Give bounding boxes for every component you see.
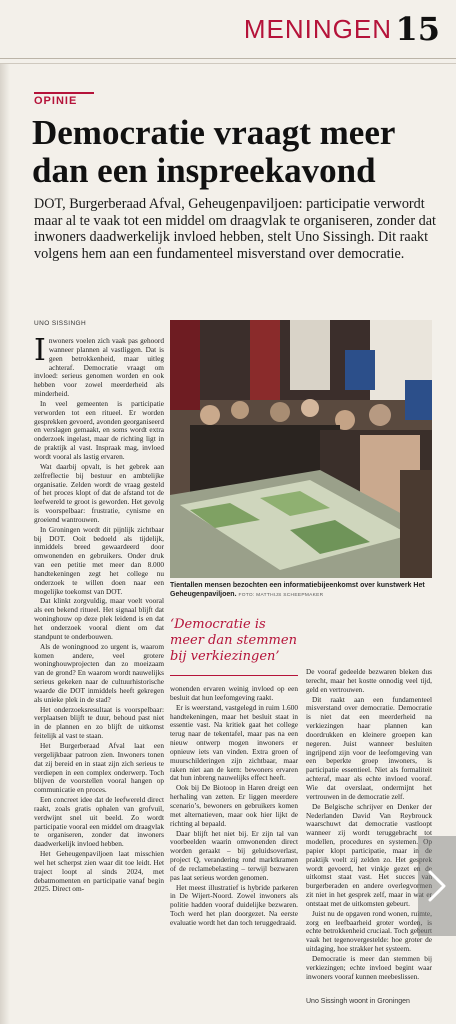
article-paragraph: Als de woningnood zo urgent is, waarom komen andere, veel grotere woninghouwprojecten dan zo moeizaam van de grond? En waarom wordt nauwelijks serieus gekeken naar de cultuurhistorische waarde die DOT inmiddels heeft gekregen als unieke plek in de stad?	[34, 641, 164, 704]
article-column-3	[306, 668, 432, 983]
article-author: UNO SISSINGH	[34, 320, 87, 327]
article-headline: Democratie vraagt meer dan een inspreekavond	[32, 113, 395, 190]
article-paragraph	[34, 333, 164, 399]
article-paragraph: Democratie is meer dan stemmen bij verkiezingen; echte invloed begint waar inwoners vooraf kunnen meebeslissen.	[306, 954, 432, 981]
caption-text: Tientallen mensen bezochten een informatiebijeenkomst over kunstwerk Het Geheugenpaviljoen.	[170, 582, 425, 598]
article-paragraph: De Belgische schrijver en Denker der Nederlanden David Van Reybrouck waarschuwt dat democratie vastloopt wanneer zij wordt teruggebracht tot modellen, procedures en systemen. Op papier klopt participatie, maar in de praktijk voelt zij zelden zo. Het gesprek wordt gevoerd, het vinkje gezet en de uitkomst staat vast. Het succes van burgerberaden en andere overlegvormen zit niet in het gesprek zelf, maar in wat er ontstaat met de uitkomsten gebeurt.	[306, 801, 432, 908]
article-paragraph: Het Geheugenpaviljoen laat misschien wel het scherpst zien waar dit toe leidt. Het traject loopt al sinds 2024, met debatmomenten en participatie vanaf begin 2025. Direct om-	[34, 849, 164, 894]
article-paragraph: Wat daarbij opvalt, is het gebrek aan zelfreflectie bij bestuur en ambtelijke organisatie. Zelden wordt de vraag gesteld of het proces klopt of dat de afstand tot de leefwereld te groot is geworden. Het gevolg is voorspelbaar: frustratie, cynisme en groeiend wantrouwen.	[34, 461, 164, 524]
page-number: 15	[395, 10, 440, 48]
article-paragraph: Ook bij De Biotoop in Haren dreigt een herhaling van zetten. Er liggen meerdere scenario’s, bewoners en gebruikers komen met alternatieven, maar ook hier lijkt de richting al bepaald.	[170, 783, 298, 828]
article-paragraph: In Groningen wordt dit pijnlijk zichtbaar bij DOT. Ooit bedoeld als tijdelijk, inmiddels breed gewaardeerd door omwonenden en gebruikers. Onder druk van een petitie met meer dan 8.000 handtekeningen zegt het college nu onderzoek te willen doen naar een mogelijke toekomst van DOT.	[34, 524, 164, 596]
article-paragraph-body: nwoners voelen zich vaak pas gehoord wanneer plannen al vastliggen. Dat is geen betrokkenheid, maar uitleg achteraf. Democratie vraagt om invloed: serieus genomen worden en ook hebben voor zowel meerderheid als minderheid.	[34, 336, 164, 399]
next-page-button[interactable]	[418, 836, 456, 936]
photo-credit: FOTO: MATTHIJS SCHEEPMAKER	[238, 593, 324, 598]
drop-cap: I	[34, 333, 46, 368]
article-paragraph: Er is weerstand, vastgelegd in ruim 1.600 handtekeningen, maar het besluit staat in essentie vast. Na kritiek gaat het college terug naar de tekentafel, maar pas na een nieuw ontwerp mogen inwoners er opnieuw iets van vinden. Extra groen of muurschilderingen zijn zichtbaar, maar raken niet aan de kern: bewoners ervaren dat hun inbreng nauwelijks effect heeft.	[170, 702, 298, 783]
article-paragraph: Dit raakt aan een fundamenteel misverstand over democratie. Democratie is niet dat een meerderheid na verkiezingen haar plannen kan doordrukken en kleinere groepen kan negeren. Juist wanneer besluiten ingrijpend zijn voor de leefomgeving van een beperkte groep inwoners, is participatie essentieel. Niet als formaliteit achteraf, maar als echte invloed vooraf. Wie dat overslaat, ondermijnt het vertrouwen in de democratie zelf.	[306, 694, 432, 801]
article-paragraph: De vooraf gedeelde bezwaren bleken dus terecht, maar het kostte onnodig veel tijd, geld en vertrouwen.	[306, 667, 432, 694]
article-paragraph: Daar blijft het niet bij. Er zijn tal van voorbeelden waarin omwonenden direct worden geraakt – bij geluidsoverlast, project Q, verandering rond marktkramen of de reclamebelasting – terwijl bezwaren pas laat serieus worden genomen.	[170, 828, 298, 882]
article-photo	[170, 320, 432, 578]
page-header	[0, 0, 456, 64]
pull-quote-rule	[170, 675, 298, 676]
section-title: MENINGEN	[243, 14, 392, 44]
pull-quote: ‘Democratie is meer dan stemmen bij verkiezingen’	[170, 617, 297, 664]
article-paragraph: Het onderzoeksresultaat is voorspelbaar: verplaatsen blijft te duur, behoud past niet in de plannen en zo blijft de uitkomst feitelijk al vast te staan.	[34, 704, 164, 741]
chevron-right-icon	[427, 869, 447, 903]
photo-illustration	[170, 320, 432, 578]
page-fold-shadow	[0, 64, 10, 1024]
article-paragraph: Dat klinkt zorgvuldig, maar voelt vooral als een bekend ritueel. Het signaal blijft dat woninghouw op deze plek leidend is en dat het onderzoek vooral dient om dat standpunt te onderbouwen.	[34, 596, 164, 641]
article-column-2	[170, 685, 298, 929]
author-tagline: Uno Sissingh woont in Groningen	[306, 998, 410, 1005]
article-column-1	[34, 333, 164, 895]
article-paragraph: Een concreet idee dat de leefwereld direct raakt, zoals gratis ophalen van grofvuil, verdwijnt snel uit beeld. Zo wordt participatie vooral een middel om draagvlak te organiseren, zonder dat inwoners daadwerkelijk invloed hebben.	[34, 795, 164, 849]
article-paragraph: Het meest illustratief is hybride parkeren in De Wijert-Noord. Zowel inwoners als politie hadden vooraf duidelijke bezwaren. Toch werd het plan doorgezet. Na eerste evaluatie wordt het dan toch teruggedraaid.	[170, 882, 298, 927]
kicker-rule	[34, 92, 94, 94]
header-rule	[0, 58, 456, 59]
photo-caption	[170, 581, 432, 600]
article-lead: DOT, Burgerberaad Afval, Geheugenpaviljoen: participatie verwordt maar al te vaak tot een middel om draagvlak te organiseren, zonder dat inwoners daadwerkelijk invloed hebben, stelt Uno Sissingh. Dit raakt volgens hem aan een fundamenteel misverstand over democratie.	[34, 196, 436, 262]
article-paragraph: wonenden ervaren weinig invloed op een besluit dat hun leefomgeving raakt.	[170, 684, 298, 702]
article-paragraph: Het Burgerberaad Afval laat een vergelijkbaar patroon zien. Inwoners tonen dat zij bereid en in staat zijn zich serieus te verdiepen in een complex onderwerp. Toch blijven de voorstellen vooral hangen op communicatie en proces.	[34, 740, 164, 795]
article-paragraph: Juist nu de opgaven rond wonen, ruimte, zorg en leefbaarheid groter worden, is echte betrokkenheid cruciaal. Toch gebeurt vaak het tegenovergestelde: hoe groter de uitdaging, hoe strakker het systeem.	[306, 908, 432, 954]
article-kicker: OPINIE	[34, 95, 78, 107]
article-paragraph: In veel gemeenten is participatie verworden tot een ritueel. Er worden gesprekken gevoerd, avonden georganiseerd en verslagen gemaakt, en soms wordt extra onderzoek ingelast, maar de richting ligt in de praktijk al vast. Inspraak mag, invloed wordt vooral als lastig ervaren.	[34, 398, 164, 461]
